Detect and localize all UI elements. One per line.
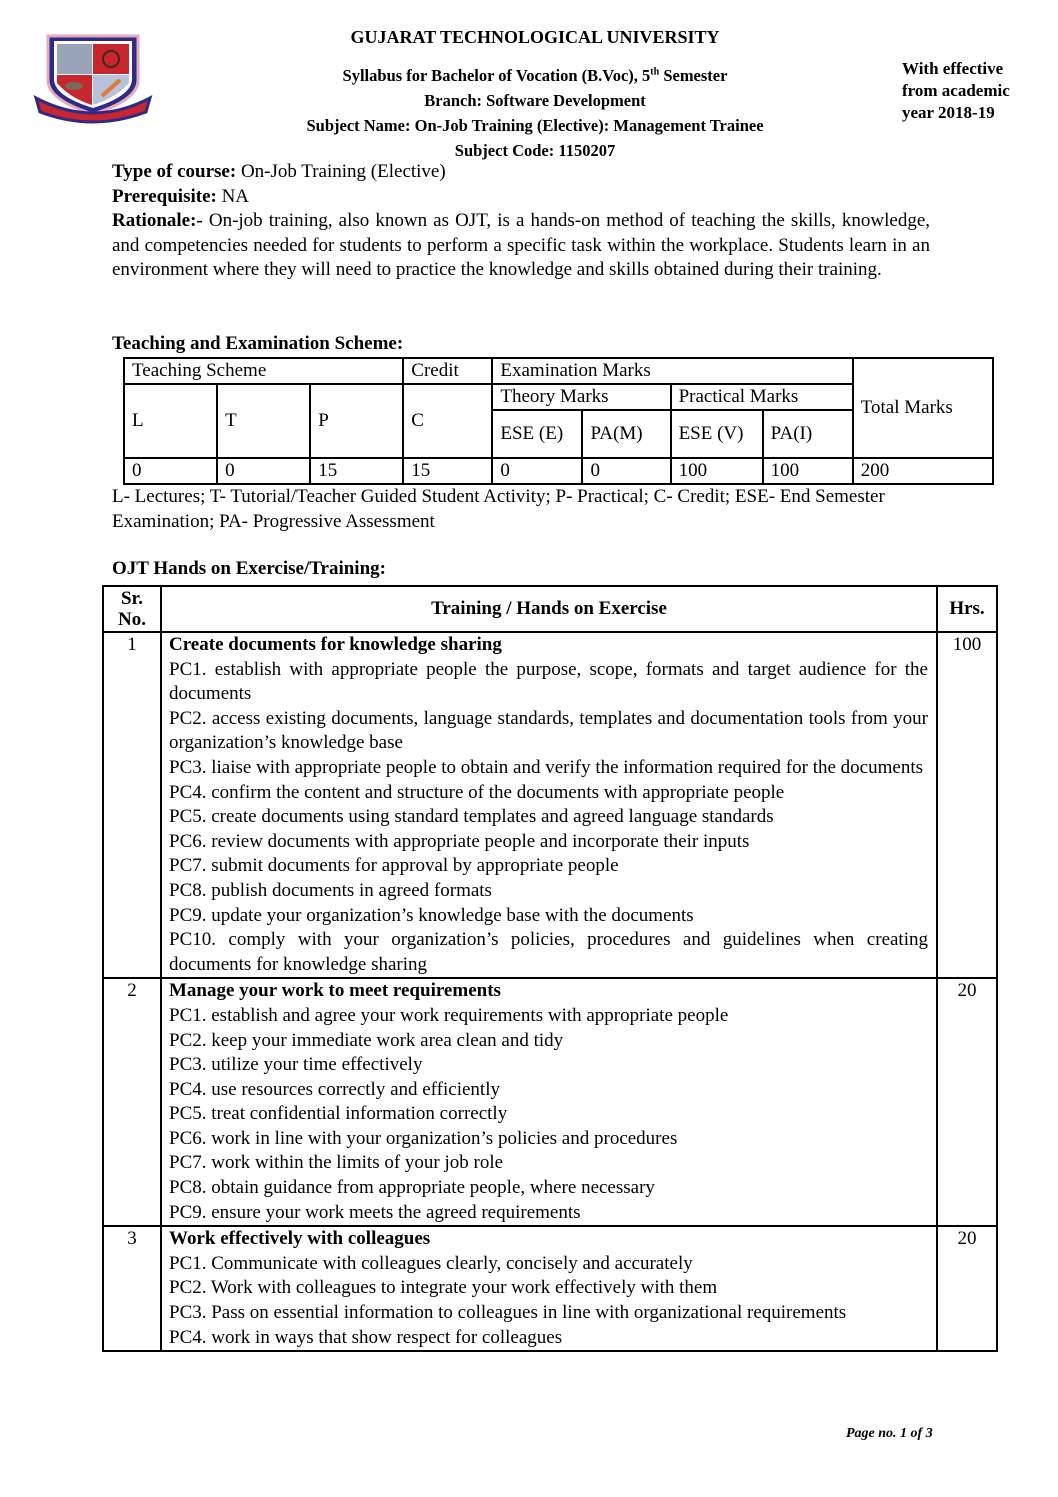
training-header: Training / Hands on Exercise xyxy=(161,586,937,632)
sr-no: 3 xyxy=(103,1226,161,1351)
value-cell: 0 xyxy=(492,458,582,484)
pc-item: PC1. establish and agree your work requirements with appropriate people xyxy=(169,1004,729,1026)
pc-item: PC3. utilize your time effectively xyxy=(169,1054,423,1076)
pc-item: PC8. obtain guidance from appropriate people, where necessary xyxy=(169,1177,655,1199)
course-type xyxy=(112,160,930,185)
pc-item: PC4. work in ways that show respect for colleagues xyxy=(169,1326,563,1348)
rationale-label: Rationale:- xyxy=(112,210,203,231)
pc-item: PC5. create documents using standard templates and agreed language standards xyxy=(169,806,774,828)
subject-name-line: Subject Name: On-Job Training (Elective): Management Trainee xyxy=(306,116,764,135)
ojt-table xyxy=(102,585,998,1352)
pc-item: PC4. confirm the content and structure of the documents with appropriate people xyxy=(169,781,785,803)
pc-item: PC2. Work with colleagues to integrate your work effectively with them xyxy=(169,1277,718,1299)
pc-item: PC4. use resources correctly and efficiently xyxy=(169,1078,500,1100)
value-cell: 0 xyxy=(582,458,670,484)
hrs: 20 xyxy=(937,1226,997,1351)
col-pa-i: PA(I) xyxy=(763,410,853,458)
pc-item: PC8. publish documents in agreed formats xyxy=(169,879,492,901)
training-cell xyxy=(161,632,937,978)
col-t: T xyxy=(217,384,310,458)
pc-item: PC9. update your organization’s knowledge base with the documents xyxy=(169,904,694,926)
syllabus-line xyxy=(150,66,920,86)
prerequisite-value: NA xyxy=(216,185,250,207)
exam-marks-header: Examination Marks xyxy=(492,358,852,384)
pc-item: PC1. Communicate with colleagues clearly, concisely and accurately xyxy=(169,1252,693,1274)
scheme-title: Teaching and Examination Scheme: xyxy=(112,333,404,354)
pc-item: PC6. review documents with appropriate people and incorporate their inputs xyxy=(169,830,750,852)
hrs: 100 xyxy=(937,632,997,978)
course-type-label: Type of course: xyxy=(112,161,237,182)
branch-line: Branch: Software Development xyxy=(424,91,646,110)
value-cell: 15 xyxy=(310,458,403,484)
effective-line: With effective xyxy=(902,59,1004,78)
effective-line: year 2018-19 xyxy=(902,103,995,122)
prerequisite xyxy=(112,185,930,210)
page-number: Page no. 1 of 3 xyxy=(846,1426,933,1441)
pc-item: PC1. establish with appropriate people the purpose, scope, formats and target audience for the documents xyxy=(169,658,928,705)
unit-title: Create documents for knowledge sharing xyxy=(169,634,502,655)
hrs-header: Hrs. xyxy=(937,586,997,632)
practical-marks-header: Practical Marks xyxy=(671,384,853,410)
prerequisite-label: Prerequisite: xyxy=(112,185,217,207)
pc-item: PC10. comply with your organization’s policies, procedures and guidelines when creating documents for knowledge sharing xyxy=(169,929,928,975)
pc-item: PC2. access existing documents, language standards, templates and documentation tools from your organization’s knowledge base xyxy=(169,707,928,754)
effective-line: from academic xyxy=(902,81,1010,100)
table-row xyxy=(103,1226,997,1351)
effective-note xyxy=(902,58,1010,124)
rationale-value: On-job training, also known as OJT, is a hands-on method of teaching the skills, knowledge, and competencies needed for students to perform a specific task within the workplace. Students learn in an environment where they will need to practice the knowledge and skills obtained during their training. xyxy=(112,210,930,280)
subject-code-line: Subject Code: 1150207 xyxy=(454,141,616,160)
value-cell: 100 xyxy=(671,458,763,484)
table-row xyxy=(103,978,997,1226)
university-logo xyxy=(30,28,156,126)
scheme-table xyxy=(123,357,994,485)
value-cell: 100 xyxy=(763,458,853,484)
total-marks-header: Total Marks xyxy=(853,358,993,458)
unit-title: Manage your work to meet requirements xyxy=(169,980,501,1002)
sr-no: 2 xyxy=(103,978,161,1226)
unit-title: Work effectively with colleagues xyxy=(169,1228,431,1250)
hrs: 20 xyxy=(937,978,997,1226)
syllabus-suffix: Semester xyxy=(659,66,728,85)
scheme-legend: L- Lectures; T- Tutorial/Teacher Guided Student Activity; P- Practical; C- Credit; ESE- End Semester Examination; PA- Progressive Assessment xyxy=(112,486,885,532)
sr-no: 1 xyxy=(103,632,161,978)
col-l: L xyxy=(124,384,217,458)
training-cell xyxy=(161,978,937,1226)
course-type-value: On-Job Training (Elective) xyxy=(236,161,446,182)
pc-item: PC7. submit documents for approval by appropriate people xyxy=(169,855,619,877)
pc-item: PC7. work within the limits of your job role xyxy=(169,1152,504,1174)
syllabus-prefix: Syllabus for Bachelor of Vocation (B.Voc), 5 xyxy=(342,66,651,85)
col-p: P xyxy=(310,384,403,458)
pc-item: PC3. liaise with appropriate people to obtain and verify the information required for the documents xyxy=(169,756,923,778)
ojt-title: OJT Hands on Exercise/Training: xyxy=(112,558,386,579)
table-row xyxy=(103,632,997,978)
pc-item: PC6. work in line with your organization’s policies and procedures xyxy=(169,1127,678,1149)
pc-item: PC3. Pass on essential information to colleagues in line with organizational requirements xyxy=(169,1302,847,1324)
scheme-values-row xyxy=(124,458,993,484)
pc-item: PC5. treat confidential information correctly xyxy=(169,1103,508,1125)
syllabus-sup: th xyxy=(650,66,660,78)
col-ese-e: ESE (E) xyxy=(492,410,582,458)
rationale xyxy=(112,209,930,283)
col-c: C xyxy=(403,384,492,458)
sr-no-header: Sr. No. xyxy=(103,586,161,632)
university-title: GUJARAT TECHNOLOGICAL UNIVERSITY xyxy=(350,27,720,47)
pc-item: PC2. keep your immediate work area clean and tidy xyxy=(169,1029,564,1051)
training-cell xyxy=(161,1226,937,1351)
course-info xyxy=(112,160,930,283)
gtu-crest-icon xyxy=(30,28,156,126)
teaching-scheme-header: Teaching Scheme xyxy=(124,358,403,384)
value-cell: 0 xyxy=(217,458,310,484)
theory-marks-header: Theory Marks xyxy=(492,384,670,410)
pc-item: PC9. ensure your work meets the agreed requirements xyxy=(169,1201,581,1223)
credit-header: Credit xyxy=(403,358,492,384)
col-pa-m: PA(M) xyxy=(582,410,670,458)
col-ese-v: ESE (V) xyxy=(671,410,763,458)
value-cell: 15 xyxy=(403,458,492,484)
value-cell: 200 xyxy=(853,458,993,484)
value-cell: 0 xyxy=(124,458,217,484)
